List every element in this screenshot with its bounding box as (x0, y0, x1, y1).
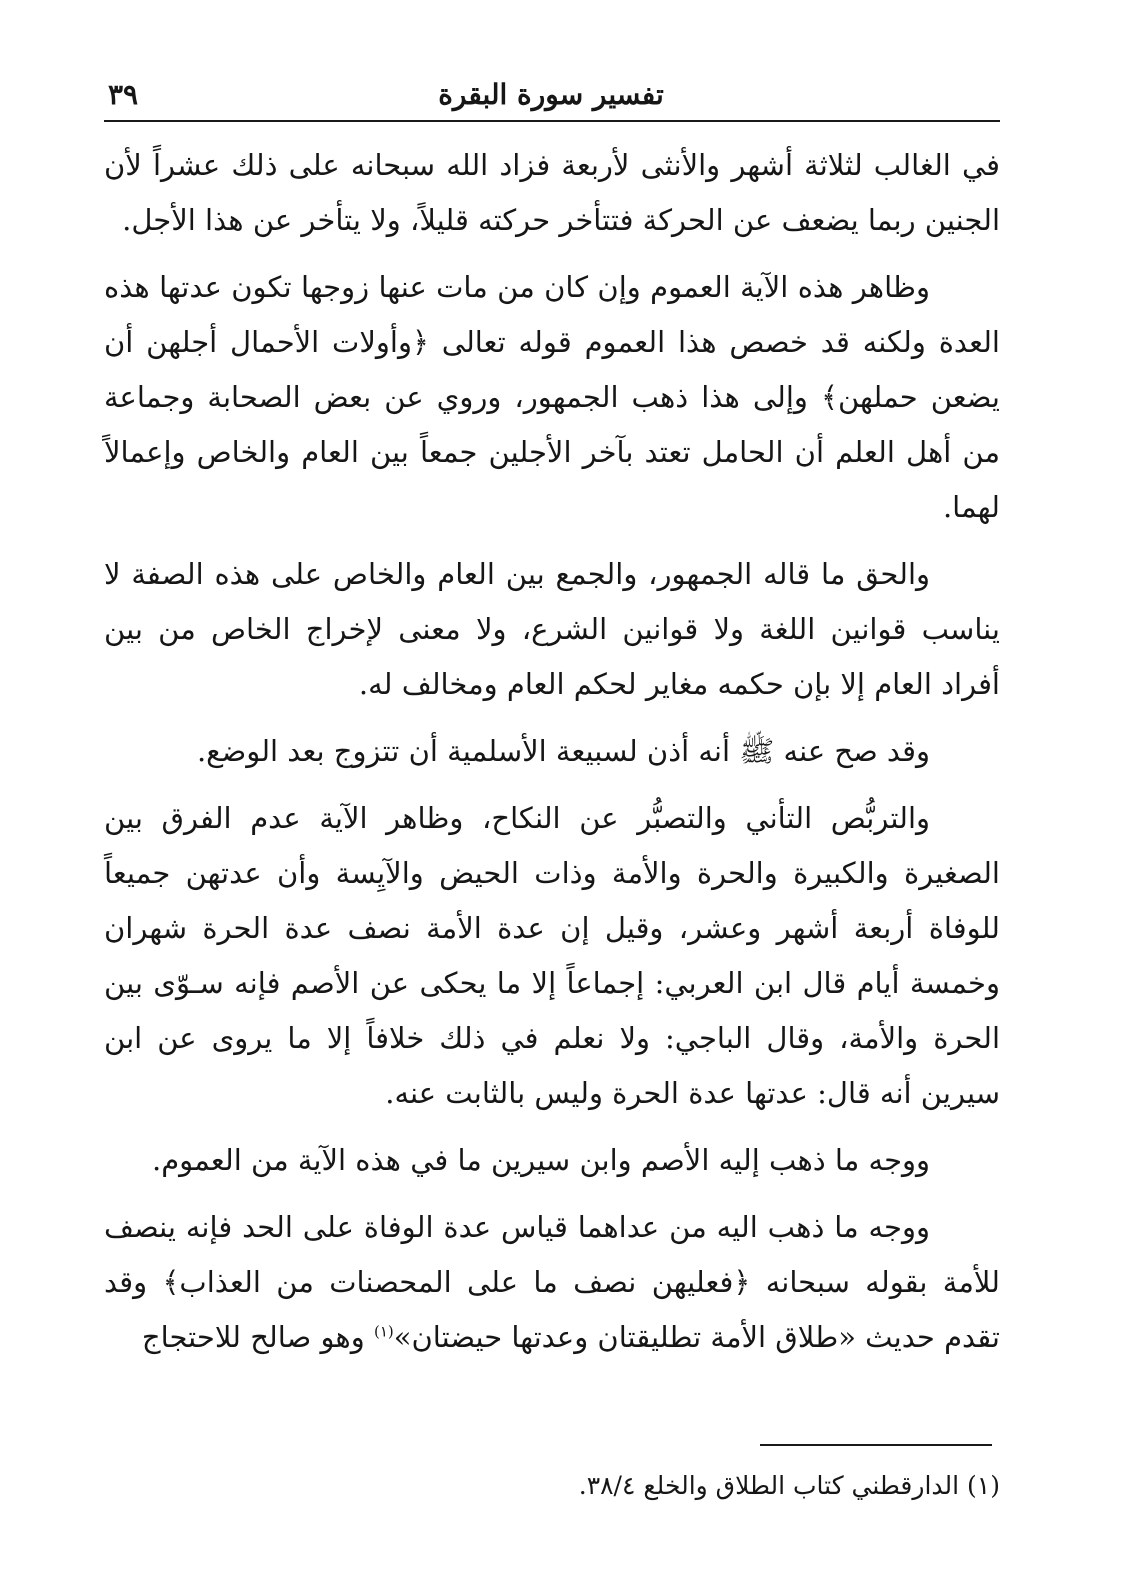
paragraph-text: وهو صالح للاحتجاج (141, 1320, 374, 1354)
paragraph: والتربُّص التأني والتصبُّر عن النكاح، وظاهر الآية عدم الفرق بين الصغيرة والكبيرة والحرة والأمة وذات الحيض والآيِسة وأن عدتهن جميعاً للوفاة أربعة أشهر وعشر، وقيل إن عدة الأمة نصف عدة الحرة شهران وخمسة أيام قال ابن العربي: إجماعاً إلا ما يحكى عن الأصم فإنه سـوّى بين الحرة والأمة، وقال الباجي: ولا نعلم في ذلك خلافاً إلا ما يروى عن ابن سيرين أنه قال: عدتها عدة الحرة وليس بالثابت عنه. (104, 801, 1000, 1110)
paragraph: وقد صح عنه ﷺ أنه أذن لسبيعة الأسلمية أن تتزوج بعد الوضع. (196, 734, 930, 768)
page-number: ٣٩ (108, 78, 139, 111)
running-header (104, 72, 998, 122)
footnote-separator (760, 1444, 992, 1446)
paragraph-text: ووجه ما ذهب اليه من عداهما قياس عدة الوفاة على الحد فإنه ينصف للأمة بقوله سبحانه ﴿فعليهن نصف ما على المحصنات من العذاب﴾ وقد تقدم حديث «طلاق الأمة تطليقتان وعدتها حيضتان» (104, 1210, 1000, 1354)
footnote-marker[interactable]: (١) (373, 1322, 394, 1341)
header-rule (104, 120, 1000, 122)
body-text (104, 138, 1000, 1377)
paragraph-with-footnote (104, 1200, 1000, 1365)
paragraph: في الغالب لثلاثة أشهر والأنثى لأربعة فزاد الله سبحانه على ذلك عشراً لأن الجنين ربما يضعف عن الحركة فتتأخر حركته قليلاً، ولا يتأخر عن هذا الأجل. (104, 148, 1000, 237)
paragraph: ووجه ما ذهب إليه الأصم وابن سيرين ما في هذه الآية من العموم. (151, 1143, 930, 1177)
paragraph: وظاهر هذه الآية العموم وإن كان من مات عنها زوجها تكون عدتها هذه العدة ولكنه قد خصص هذا العموم قوله تعالى ﴿وأولات الأحمال أجلهن أن يضعن حملهن﴾ وإلى هذا ذهب الجمهور، وروي عن بعض الصحابة وجماعة من أهل العلم أن الحامل تعتد بآخر الأجلين جمعاً بين العام والخاص وإعمالاً لهما. (104, 270, 1000, 524)
running-title: تفسير سورة البقرة (438, 78, 664, 111)
paragraph: والحق ما قاله الجمهور، والجمع بين العام والخاص على هذه الصفة لا يناسب قوانين اللغة ولا قوانين الشرع، ولا معنى لإخراج الخاص من بين أفراد العام إلا بإن حكمه مغاير لحكم العام ومخالف له. (104, 557, 1000, 701)
footnote: (١) الدارقطني كتاب الطلاق والخلع ٣٨/٤. (578, 1471, 1000, 1500)
